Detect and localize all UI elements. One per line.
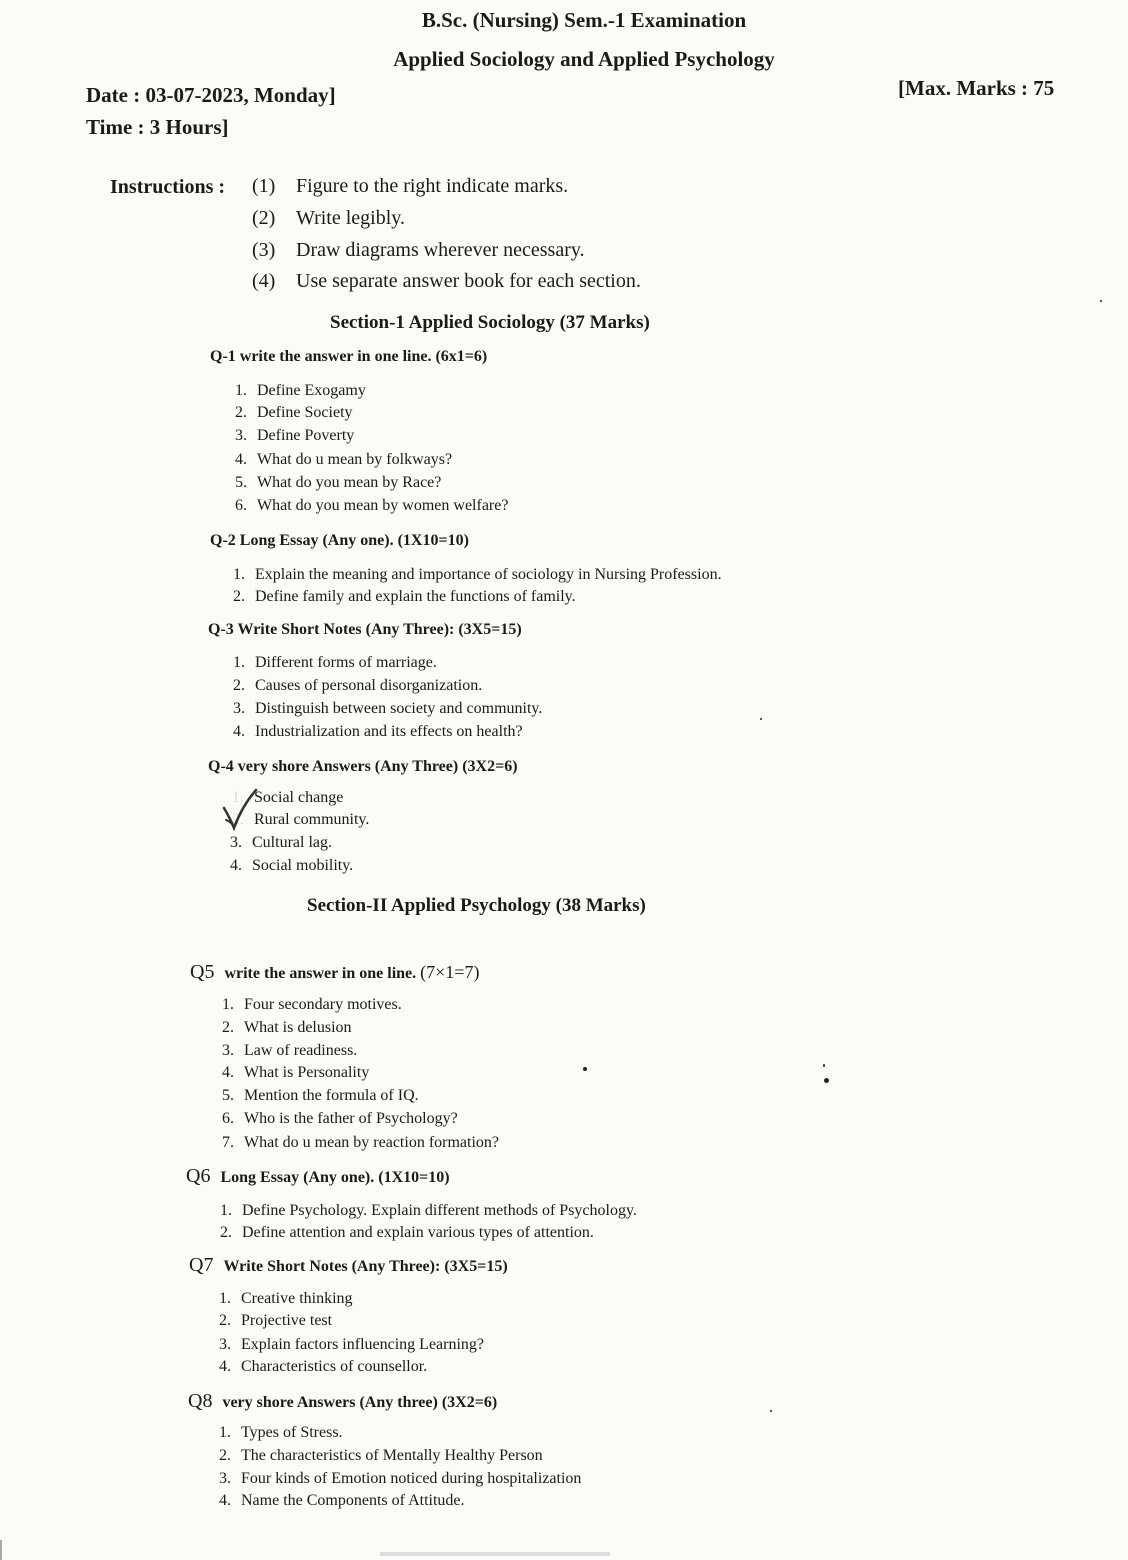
list-item: 1. Social change xyxy=(232,789,344,806)
list-item: 2. The characteristics of Mentally Healthy Person xyxy=(219,1447,543,1464)
question-5-heading: Q5 write the answer in one line. (7×1=7) xyxy=(190,961,480,983)
list-item: 4. Characteristics of counsellor. xyxy=(219,1358,428,1375)
exam-title: B.Sc. (Nursing) Sem.-1 Examination xyxy=(421,8,747,32)
section-1-title: Section-1 Applied Sociology (37 Marks) xyxy=(330,312,650,333)
list-item: 2. Rural community. xyxy=(232,811,370,828)
list-item: 4. Name the Components of Attitude. xyxy=(219,1492,465,1509)
question-7-heading: Q7 Write Short Notes (Any Three): (3X5=15) xyxy=(189,1254,508,1276)
question-4-heading: Q-4 very shore Answers (Any Three) (3X2=6) xyxy=(208,758,518,775)
list-item: 1. Define Psychology. Explain different methods of Psychology. xyxy=(220,1202,637,1219)
section-2-title: Section-II Applied Psychology (38 Marks) xyxy=(307,895,646,916)
list-item: 2. Projective test xyxy=(219,1312,333,1329)
list-item: 3. Cultural lag. xyxy=(230,834,332,851)
list-item: 3. Law of readiness. xyxy=(222,1042,358,1059)
list-item: 1. Define Exogamy xyxy=(235,382,366,399)
list-item: 1. Explain the meaning and importance of sociology in Nursing Profession. xyxy=(233,566,722,583)
question-8-heading: Q8 very shore Answers (Any three) (3X2=6) xyxy=(188,1390,498,1412)
list-item: 2. Define family and explain the functions of family. xyxy=(233,588,576,605)
list-item: 6. What do you mean by women welfare? xyxy=(235,497,509,514)
list-item: 4. Industrialization and its effects on health? xyxy=(233,723,523,740)
list-item: 4. Social mobility. xyxy=(230,857,354,874)
list-item: 4. What do u mean by folkways? xyxy=(235,451,453,468)
list-item: 7. What do u mean by reaction formation? xyxy=(222,1134,500,1151)
list-item: 1. Creative thinking xyxy=(219,1290,353,1307)
list-item: 1. Four secondary motives. xyxy=(222,996,402,1013)
exam-duration: Time : 3 Hours] xyxy=(86,115,229,139)
scan-speck xyxy=(583,1067,587,1071)
list-item: 3. Distinguish between society and community. xyxy=(233,700,543,717)
list-item: 4. What is Personality xyxy=(222,1064,370,1081)
question-6-heading: Q6 Long Essay (Any one). (1X10=10) xyxy=(186,1165,450,1187)
list-item: 6. Who is the father of Psychology? xyxy=(222,1110,458,1127)
instruction-item: (4) Use separate answer book for each section. xyxy=(252,270,641,292)
list-item: 3. Define Poverty xyxy=(235,427,355,444)
list-item: 1. Different forms of marriage. xyxy=(233,654,437,671)
instruction-item: (2) Write legibly. xyxy=(252,207,405,229)
list-item: 2. Causes of personal disorganization. xyxy=(233,677,483,694)
list-item: 1. Types of Stress. xyxy=(219,1424,343,1441)
scan-speck xyxy=(823,1064,825,1067)
scan-edge-artifact xyxy=(380,1552,610,1556)
subject-title: Applied Sociology and Applied Psychology xyxy=(393,47,775,71)
instruction-item: (1) Figure to the right indicate marks. xyxy=(252,175,569,197)
list-item: 2. Define attention and explain various types of attention. xyxy=(220,1224,594,1241)
instructions-label: Instructions : xyxy=(110,176,226,198)
question-1-heading: Q-1 write the answer in one line. (6x1=6) xyxy=(210,348,488,365)
list-item: 5. What do you mean by Race? xyxy=(235,474,442,491)
list-item: 3. Four kinds of Emotion noticed during hospitalization xyxy=(219,1470,582,1487)
scan-speck xyxy=(760,718,762,720)
scan-speck xyxy=(770,1410,772,1412)
list-item: 2. Define Society xyxy=(235,404,353,421)
list-item: 2. What is delusion xyxy=(222,1019,352,1036)
list-item: 5. Mention the formula of IQ. xyxy=(222,1087,419,1104)
question-3-heading: Q-3 Write Short Notes (Any Three): (3X5=15) xyxy=(208,621,522,638)
scan-speck xyxy=(824,1078,829,1083)
scan-speck xyxy=(1100,300,1102,302)
scan-edge-artifact xyxy=(0,1540,2,1560)
instruction-item: (3) Draw diagrams wherever necessary. xyxy=(252,239,585,261)
list-item: 3. Explain factors influencing Learning? xyxy=(219,1336,485,1353)
exam-date: Date : 03-07-2023, Monday] xyxy=(86,83,336,107)
max-marks: [Max. Marks : 75 xyxy=(898,76,1055,100)
question-2-heading: Q-2 Long Essay (Any one). (1X10=10) xyxy=(210,532,469,549)
